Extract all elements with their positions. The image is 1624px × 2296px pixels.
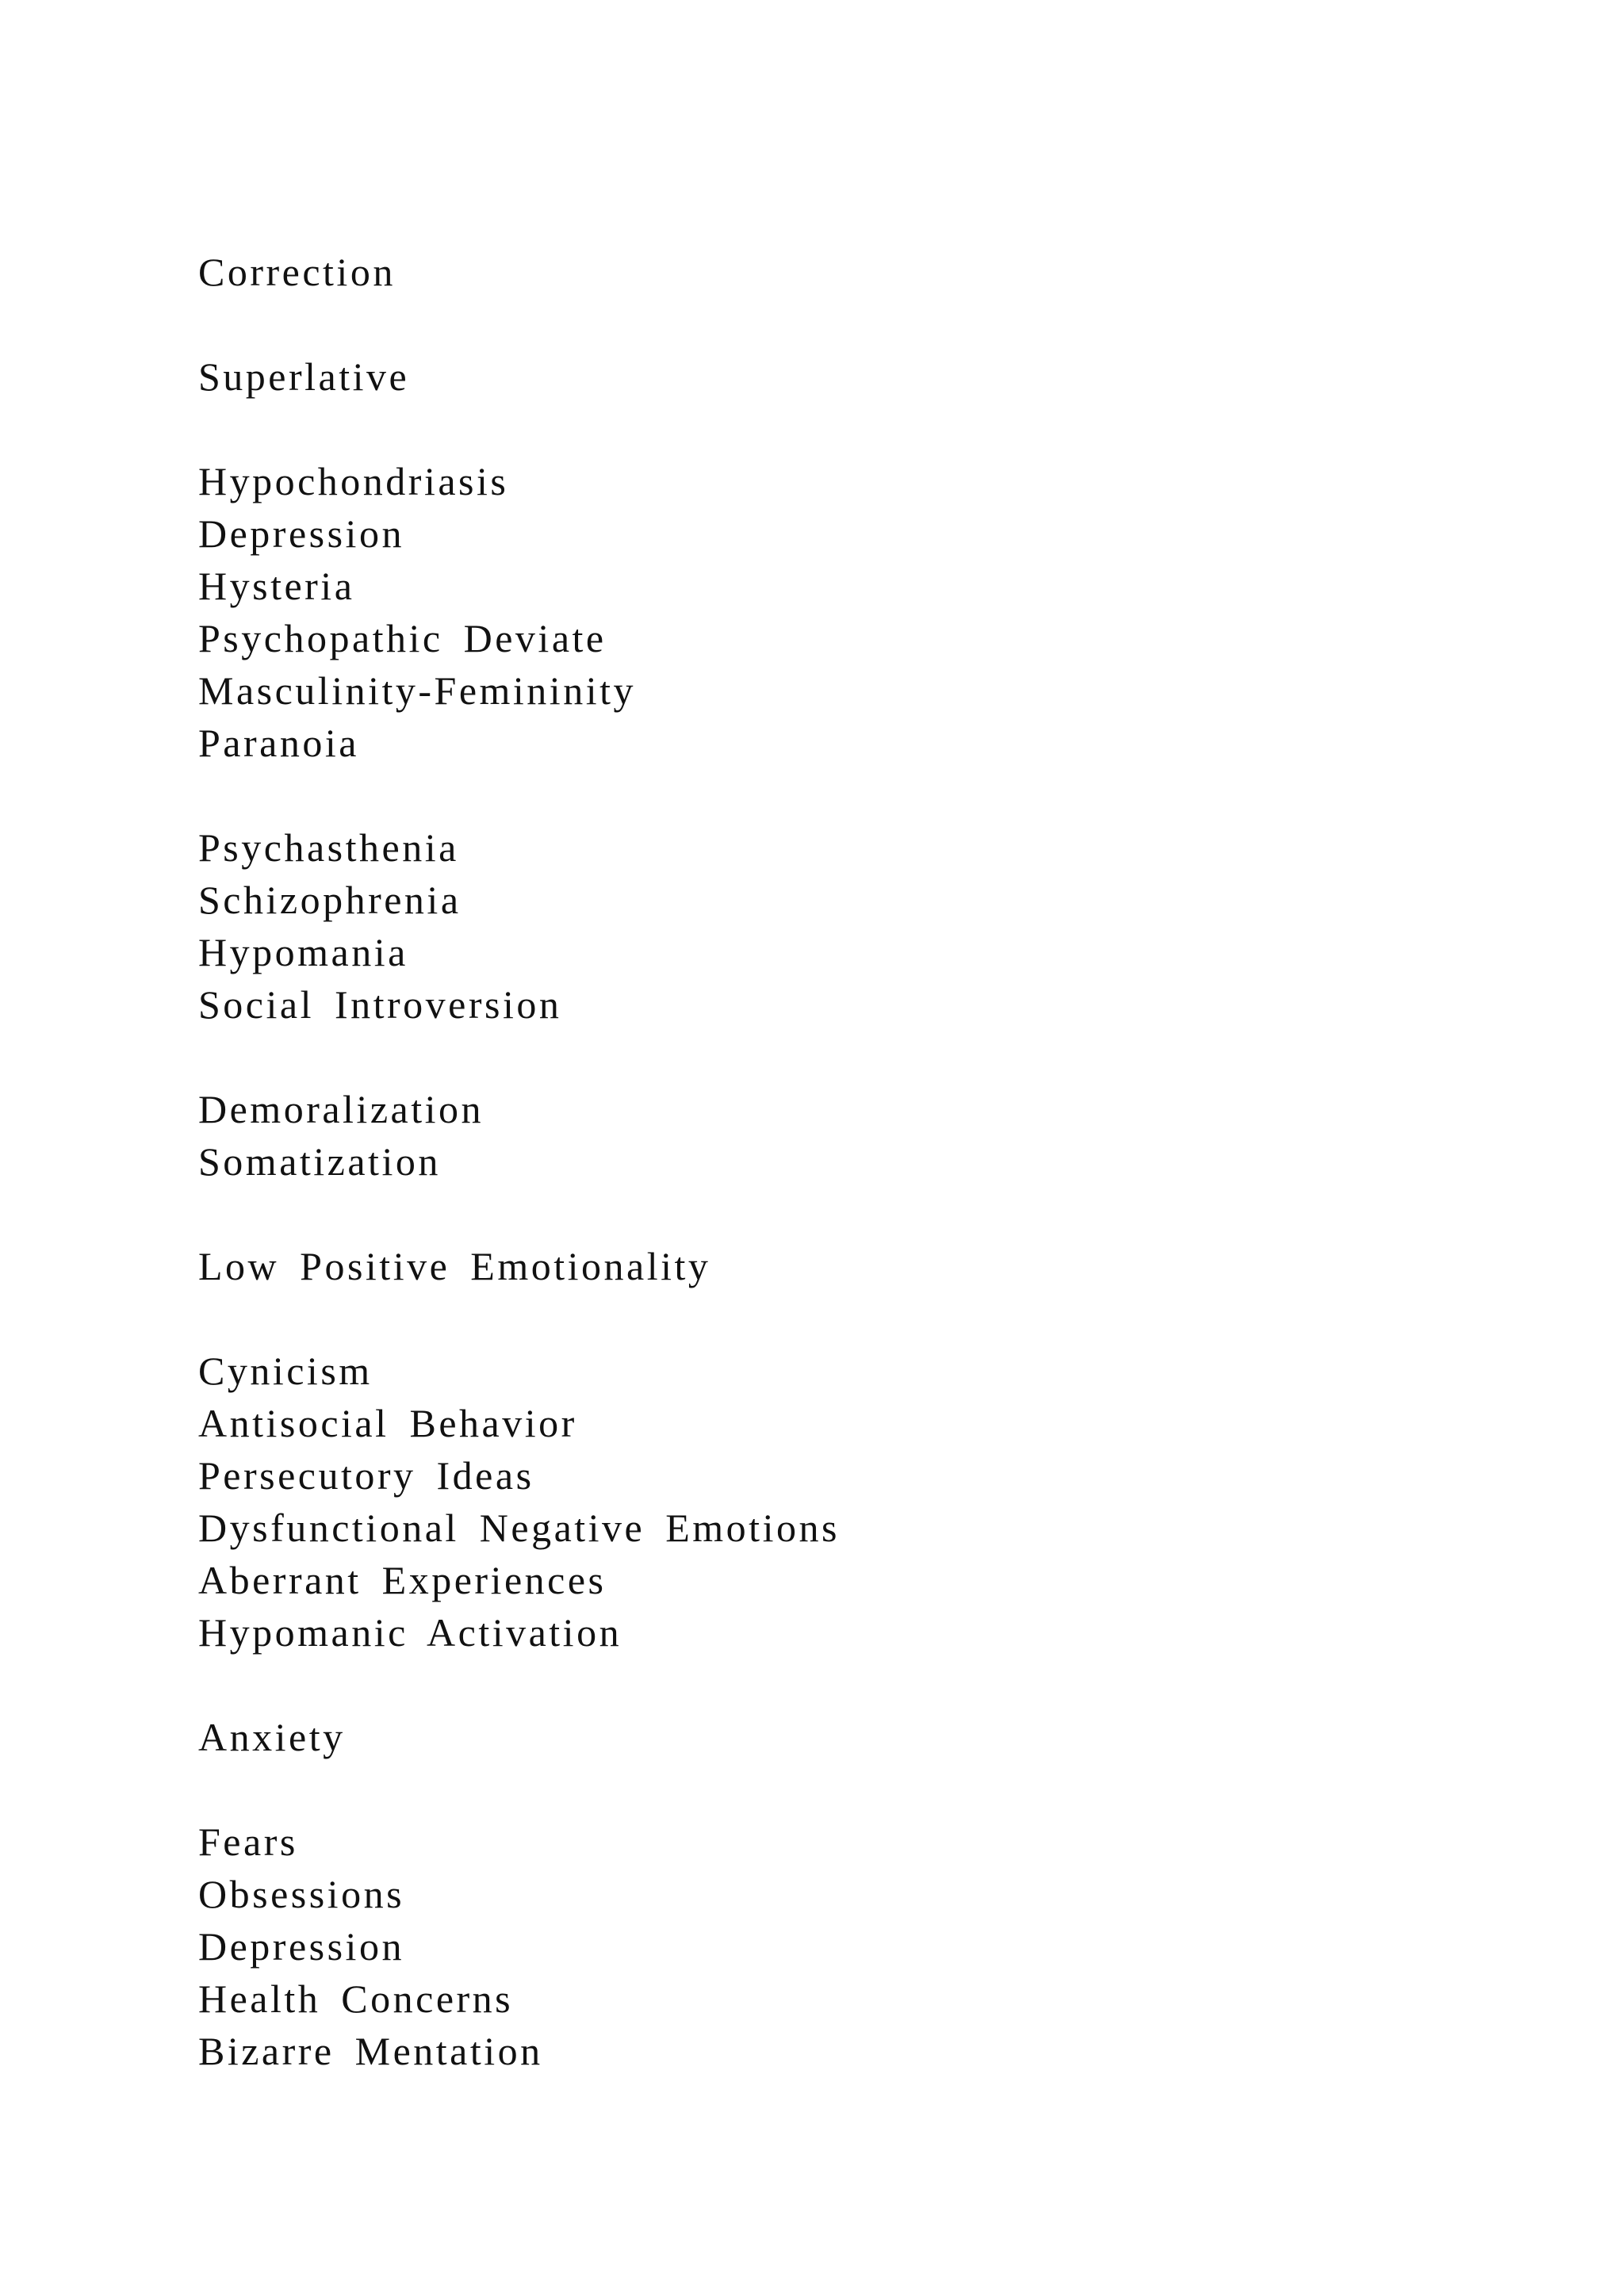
blank-line bbox=[198, 298, 1546, 350]
text-line: Psychasthenia bbox=[198, 825, 459, 870]
text-line: Fears bbox=[198, 1820, 298, 1864]
text-line: Hysteria bbox=[198, 564, 355, 608]
blank-line bbox=[198, 1659, 1546, 1711]
text-line: Masculinity-Femininity bbox=[198, 668, 636, 713]
text-line: Dysfunctional Negative Emotions bbox=[198, 1506, 840, 1550]
text-line: Antisocial Behavior bbox=[198, 1401, 577, 1445]
blank-line bbox=[198, 403, 1546, 455]
text-line: Health Concerns bbox=[198, 1976, 514, 2021]
text-line: Superlative bbox=[198, 354, 410, 399]
text-line: Psychopathic Deviate bbox=[198, 616, 607, 660]
text-line: Hypomania bbox=[198, 930, 408, 974]
text-line: Paranoia bbox=[198, 721, 359, 765]
text-line: Hypomanic Activation bbox=[198, 1610, 622, 1655]
text-line: Obsessions bbox=[198, 1872, 405, 1916]
text-line: Social Introversion bbox=[198, 982, 562, 1027]
text-line: Persecutory Ideas bbox=[198, 1453, 534, 1498]
text-line: Low Positive Emotionality bbox=[198, 1244, 711, 1288]
blank-line bbox=[198, 1031, 1546, 1083]
text-line: Cynicism bbox=[198, 1349, 373, 1393]
text-line: Schizophrenia bbox=[198, 878, 462, 922]
scale-list bbox=[198, 246, 1546, 2077]
text-line: Somatization bbox=[198, 1139, 441, 1184]
text-line: Depression bbox=[198, 1924, 404, 1969]
text-line: Bizarre Mentation bbox=[198, 2029, 543, 2073]
text-line: Depression bbox=[198, 511, 404, 556]
text-line: Hypochondriasis bbox=[198, 459, 509, 503]
text-line: Anxiety bbox=[198, 1715, 346, 1759]
blank-line bbox=[198, 1188, 1546, 1240]
text-line: Correction bbox=[198, 250, 396, 294]
blank-line bbox=[198, 1763, 1546, 1816]
text-line: Aberrant Experiences bbox=[198, 1558, 607, 1602]
text-line: Demoralization bbox=[198, 1087, 484, 1131]
blank-line bbox=[198, 769, 1546, 821]
blank-line bbox=[198, 1292, 1546, 1345]
